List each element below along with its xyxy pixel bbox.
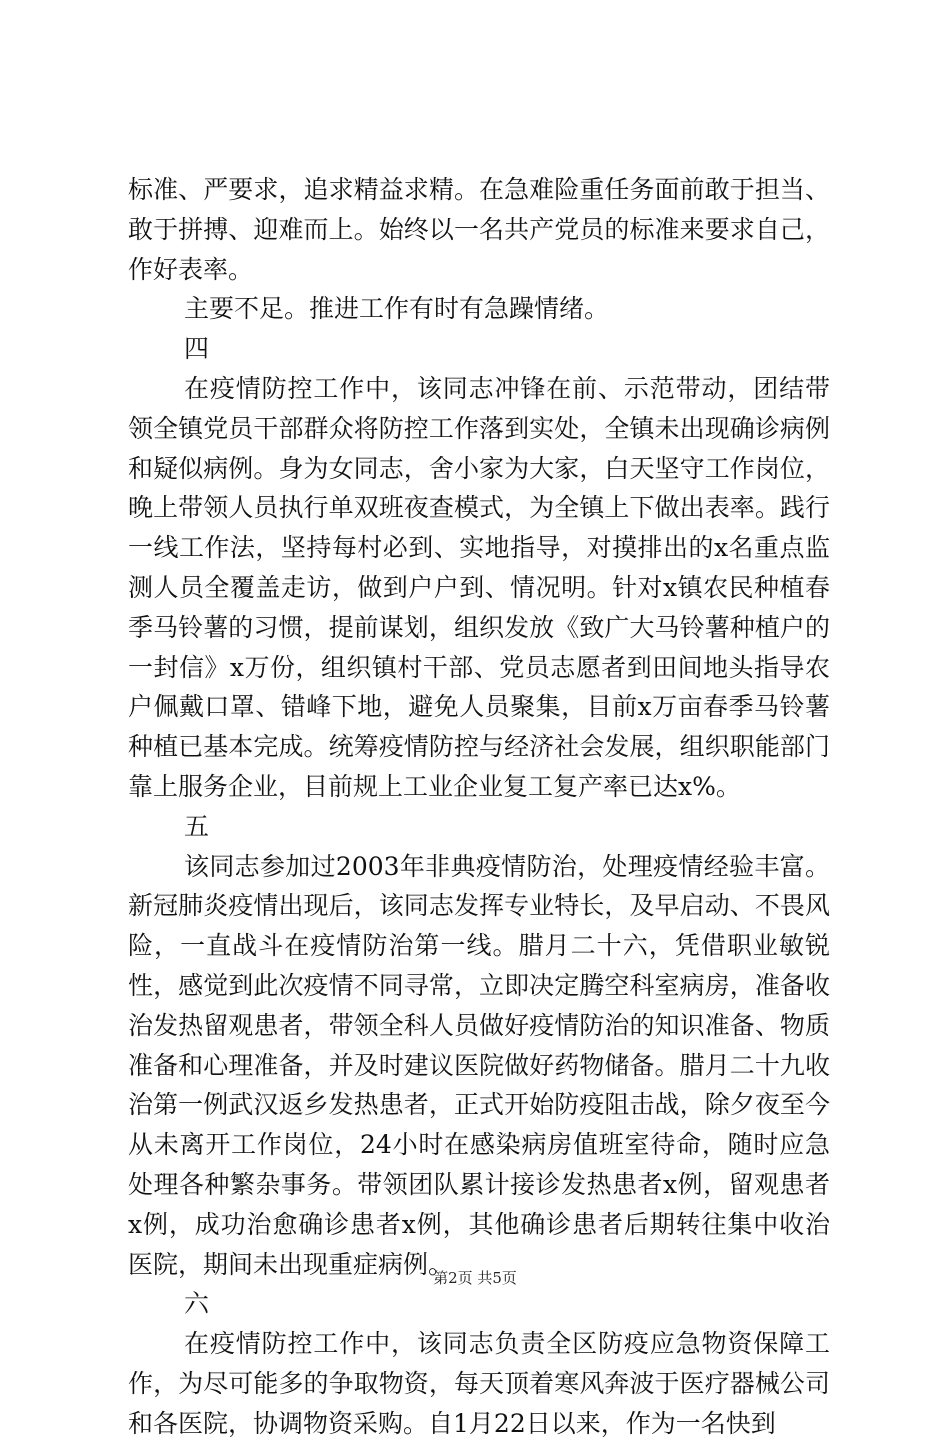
page-footer: 第2页 共5页 [433,1269,517,1287]
paragraph-shortcomings: 主要不足。推进工作有时有急躁情绪。 [184,294,610,324]
section-number-five: 五 [184,811,210,841]
document-body [128,170,830,1444]
paragraph-section-four: 在疫情防控工作中，该同志冲锋在前、示范带动，团结带领全镇党员干部群众将防控工作落到实处，全镇未出现确诊病例和疑似病例。身为女同志，舍小家为大家，白天坚守工作岗位，晚上带领人员执行单双班夜查模式，为全镇上下做出表率。践行一线工作法，坚持每村必到、实地指导，对摸排出的x名重点监测人员全覆盖走访，做到户户到、情况明。针对x镇农民种植春季马铃薯的习惯，提前谋划，组织发放《致广大马铃薯种植户的一封信》x万份，组织镇村干部、党员志愿者到田间地头指导农户佩戴口罩、错峰下地，避免人员聚集，目前x万亩春季马铃薯种植已基本完成。统筹疫情防控与经济社会发展，组织职能部门靠上服务企业，目前规上工业企业复工复产率已达x%。 [128,373,830,801]
paragraph-section-five: 该同志参加过2003年非典疫情防治，处理疫情经验丰富。新冠肺炎疫情出现后，该同志发挥专业特长，及早启动、不畏风险，一直战斗在疫情防治第一线。腊月二十六，凭借职业敏锐性，感觉到此次疫情不同寻常，立即决定腾空科室病房，准备收治发热留观患者，带领全科人员做好疫情防治的知识准备、物质准备和心理准备，并及时建议医院做好药物储备。腊月二十九收治第一例武汉返乡发热患者，正式开始防疫阻击战，除夕夜至今从未离开工作岗位，24小时在感染病房值班室待命，随时应急处理各种繁杂事务。带领团队累计接诊发热患者x例，留观患者x例，成功治愈确诊患者x例，其他确诊患者后期转往集中收治医院，期间未出现重症病例。 [128,851,830,1279]
paragraph-section-six: 在疫情防控工作中，该同志负责全区防疫应急物资保障工作，为尽可能多的争取物资，每天顶着寒风奔波于医疗器械公司和各医院，协调物资采购。自1月22日以来，作为一名快到 [128,1329,830,1438]
section-number-four: 四 [184,334,210,364]
paragraph-continuation: 标准、严要求，追求精益求精。在急难险重任务面前敢于担当、敢于拼搏、迎难而上。始终以一名共产党员的标准来要求自己，作好表率。 [128,175,830,284]
section-number-six: 六 [184,1289,210,1319]
